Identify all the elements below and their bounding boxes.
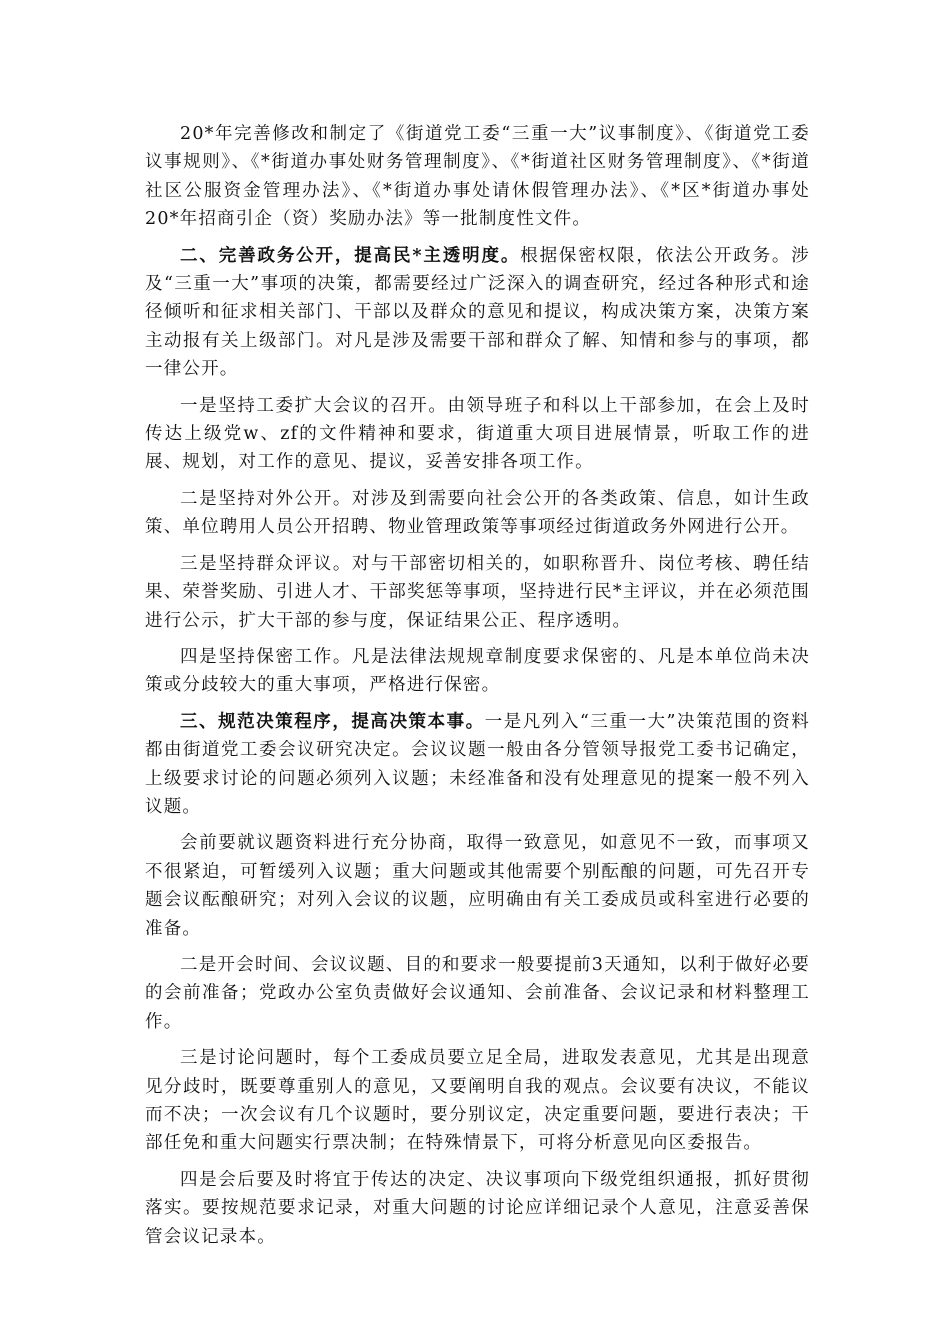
paragraph-text: 20*年完善修改和制定了《街道党工委“三重一大”议事制度》、《街道党工委议事规则》、《*街道办事处财务管理制度》、《*街道社区财务管理制度》、《*街道社区公服资金管理办法》、《*街道办事处请休假管理办法》、《*区*街道办事处20*年招商引企（资）奖励办法》等一批制度性文件。 bbox=[145, 124, 810, 230]
paragraph-text: 四是坚持保密工作。凡是法律法规规章制度要求保密的、凡是本单位尚未决策或分歧较大的重大事项，严格进行保密。 bbox=[145, 646, 810, 696]
section-heading: 三、规范决策程序，提高决策本事。 bbox=[180, 711, 485, 732]
paragraph-text: 一是凡列入“三重一大”决策范围的资料都由街道党工委会议研究决定。会议议题一般由各分管领导报党工委书记确定，上级要求讨论的问题必须列入议题；未经准备和没有处理意见的提案一般不列入议题。 bbox=[145, 711, 810, 817]
paragraph-8 bbox=[145, 829, 810, 943]
paragraph-7 bbox=[145, 708, 810, 822]
paragraph-4 bbox=[145, 485, 810, 542]
paragraph-text: 二是开会时间、会议议题、目的和要求一般要提前3天通知，以利于做好必要的会前准备；党政办公室负责做好会议通知、会前准备、会议记录和材料整理工作。 bbox=[145, 954, 810, 1032]
paragraph-text: 四是会后要及时将宜于传达的决定、决议事项向下级党组织通报，抓好贯彻落实。要按规范要求记录，对重大问题的讨论应详细记录个人意见，注意妥善保管会议记录本。 bbox=[145, 1169, 810, 1247]
paragraph-text: 三是坚持群众评议。对与干部密切相关的，如职称晋升、岗位考核、聘任结果、荣誉奖励、引进人才、干部奖惩等事项，坚持进行民*主评议，并在必须范围进行公示，扩大干部的参与度，保证结果公正、程序透明。 bbox=[145, 553, 810, 631]
paragraph-5 bbox=[145, 550, 810, 635]
paragraph-text: 一是坚持工委扩大会议的召开。由领导班子和科以上干部参加，在会上及时传达上级党w、zf的文件精神和要求，街道重大项目进展情景，听取工作的进展、规划，对工作的意见、提议，妥善安排各项工作。 bbox=[145, 395, 810, 473]
paragraph-10 bbox=[145, 1044, 810, 1158]
paragraph-6 bbox=[145, 643, 810, 700]
paragraph-2 bbox=[145, 242, 810, 384]
paragraph-text: 会前要就议题资料进行充分协商，取得一致意见，如意见不一致，而事项又不很紧迫，可暂缓列入议题；重大问题或其他需要个别酝酿的问题，可先召开专题会议酝酿研究；对列入会议的议题，应明确由有关工委成员或科室进行必要的准备。 bbox=[145, 833, 810, 939]
document-page bbox=[145, 120, 810, 1259]
paragraph-text: 二是坚持对外公开。对涉及到需要向社会公开的各类政策、信息，如计生政策、单位聘用人员公开招聘、物业管理政策等事项经过街道政务外网进行公开。 bbox=[145, 488, 810, 538]
paragraph-text: 根据保密权限，依法公开政务。涉及“三重一大”事项的决策，都需要经过广泛深入的调查研究，经过各种形式和途径倾听和征求相关部门、干部以及群众的意见和提议，构成决策方案，决策方案主动报有关上级部门。对凡是涉及需要干部和群众了解、知情和参与的事项，都一律公开。 bbox=[145, 245, 810, 380]
section-heading: 二、完善政务公开，提高民*主透明度。 bbox=[180, 245, 521, 266]
paragraph-text: 三是讨论问题时，每个工委成员要立足全局，进取发表意见，尤其是出现意见分歧时，既要尊重别人的意见，又要阐明自我的观点。会议要有决议，不能议而不决；一次会议有几个议题时，要分别议定，决定重要问题，要进行表决；干部任免和重大问题实行票决制；在特殊情景下，可将分析意见向区委报告。 bbox=[145, 1048, 810, 1154]
paragraph-1 bbox=[145, 120, 810, 234]
paragraph-9 bbox=[145, 951, 810, 1036]
paragraph-3 bbox=[145, 392, 810, 477]
paragraph-11 bbox=[145, 1166, 810, 1251]
